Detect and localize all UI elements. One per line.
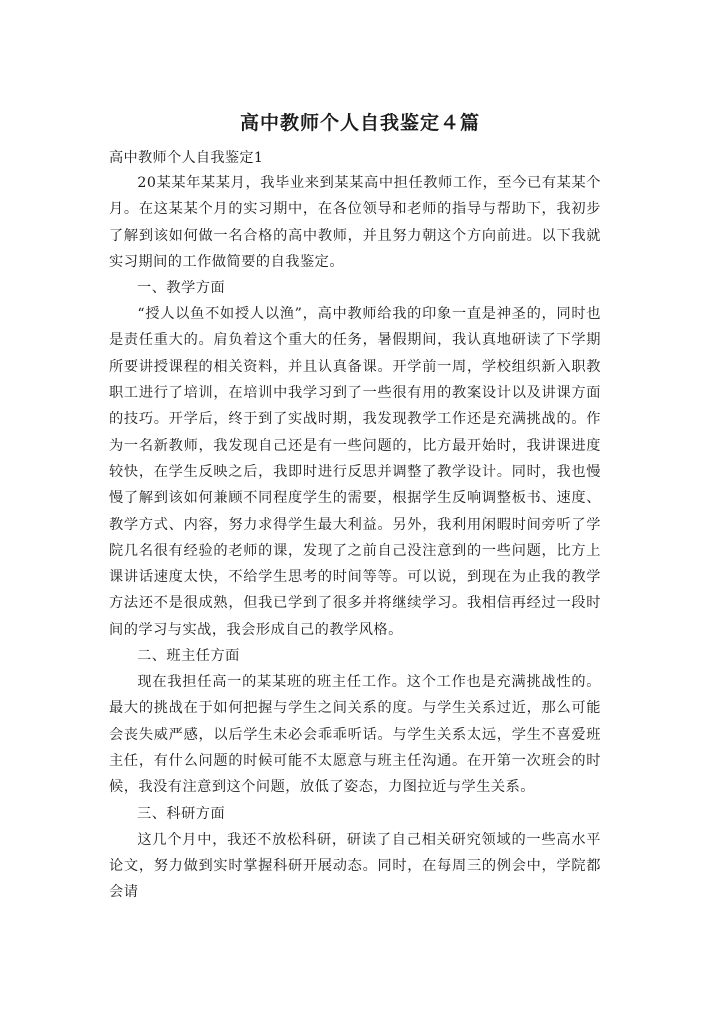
section-body-head-teacher: 现在我担任高一的某某班的班主任工作。这个工作也是充满挑战性的。最大的挑战在于如何把握与学生之间关系的度。与学生关系过近，那么可能会丧失威严感，以后学生未必会乖乖听话。与学生关系太远，学生不喜爱班主任，有什么问题的时候可能不太愿意与班主任沟通。在开第一次班会的时候，我没有注意到这个问题，放低了姿态，力图拉近与学生关系。 (109, 674, 601, 796)
section-body-research: 这几个月中，我还不放松科研，研读了自己相关研究领域的一些高水平论文，努力做到实时掌握科研开展动态。同时，在每周三的例会中，学院都会请 (109, 831, 601, 901)
intro-paragraph: 20某某年某某月，我毕业来到某某高中担任教师工作，至今已有某某个月。在这某某个月的实习期中，在各位领导和老师的指导与帮助下，我初步了解到该如何做一名合格的高中教师，并且努力朝这个方向前进。以下我就实习期间的工作做简要的自我鉴定。 (109, 175, 601, 270)
section-heading-head-teacher: 二、班主任方面 (137, 648, 240, 665)
document-title: 高中教师个人自我鉴定４篇 (239, 112, 480, 134)
section-heading-teaching: 一、教学方面 (137, 280, 226, 297)
document-subtitle: 高中教师个人自我鉴定1 (109, 150, 264, 166)
section-body-teaching: “授人以鱼不如授人以渔”，高中教师给我的印象一直是神圣的，同时也是责任重大的。肩负着这个重大的任务，暑假期间，我认真地研读了下学期所要讲授课程的相关资料，并且认真备课。开学前一周，学校组织新入职教职工进行了培训，在培训中我学习到了一些很有用的教案设计以及讲课方面的技巧。开学后，终于到了实战时期，我发现教学工作还是充满挑战的。作为一名新教师，我发现自己还是有一些问题的，比方最开始时，我讲课进度较快，在学生反映之后，我即时进行反思并调整了教学设计。同时，我也慢慢了解到该如何兼顾不同程度学生的需要，根据学生反响调整板书、速度、教学方式、内容，努力求得学生最大利益。另外，我利用闲暇时间旁听了学院几名很有经验的老师的课，发现了之前自己没注意到的一些问题，比方上课讲话速度太快，不给学生思考的时间等等。可以说，到现在为止我的教学方法还不是很成熟，但我已学到了很多并将继续学习。我相信再经过一段时间的学习与实战，我会形成自己的教学风格。 (109, 306, 601, 638)
section-heading-research: 三、科研方面 (137, 805, 226, 822)
document-body (109, 146, 601, 905)
